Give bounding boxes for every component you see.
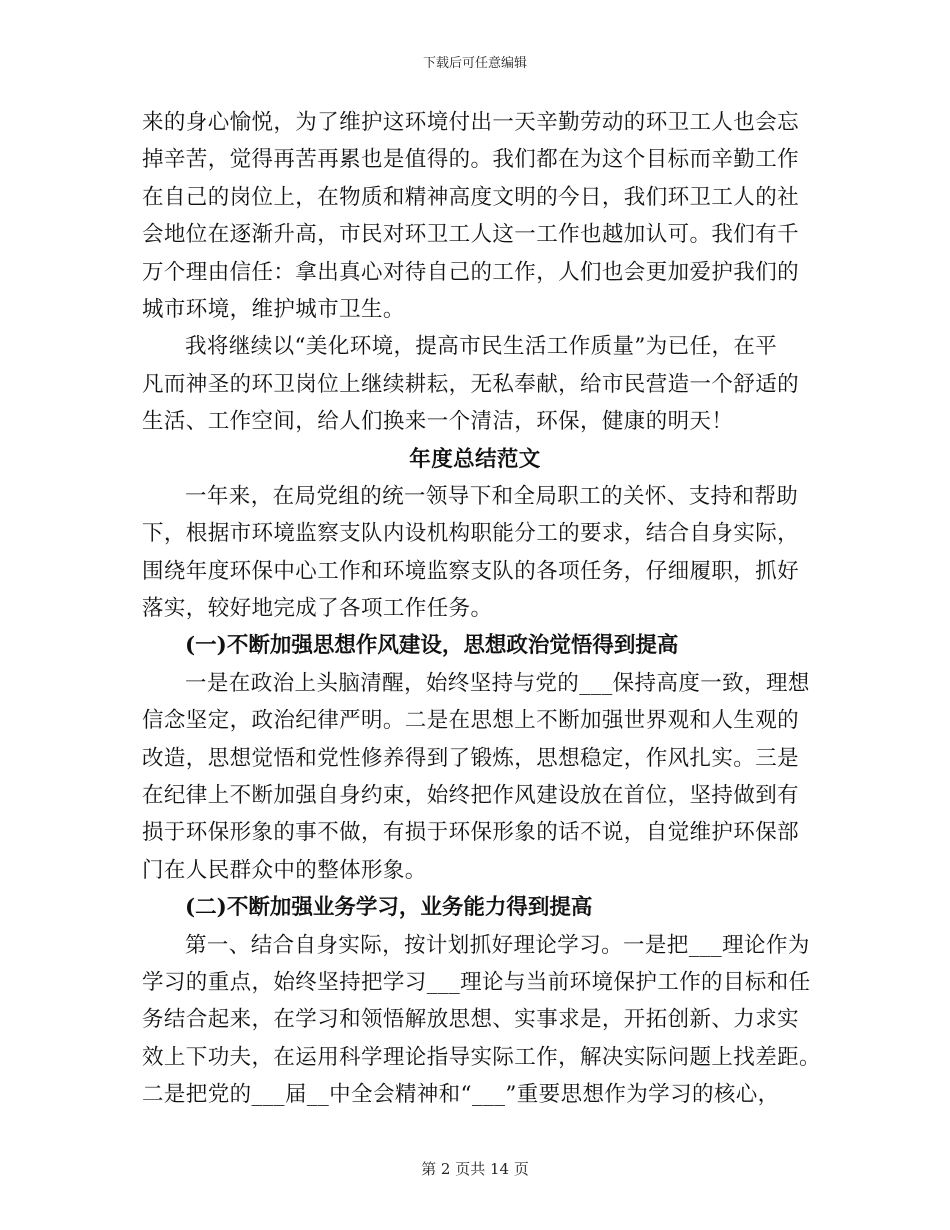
- body-line: 会地位在逐渐升高，市民对环卫工人这一工作也越加认可。我们有千: [142, 222, 800, 248]
- body-line: 万个理由信任：拿出真心对待自己的工作，人们也会更加爱护我们的: [142, 259, 800, 285]
- body-line: 在自己的岗位上，在物质和精神高度文明的今日，我们环卫工人的社: [142, 184, 800, 210]
- body-line: 门在人民群众中的整体形象。: [142, 857, 427, 883]
- body-line: 二是把党的___届__中全会精神和“___”重要思想作为学习的核心，: [142, 1082, 780, 1108]
- document-body: [142, 104, 821, 1114]
- body-line: 改造，思想觉悟和党性修养得到了锻炼，思想稳定，作风扎实。三是: [142, 745, 800, 771]
- body-line: 来的身心愉悦，为了维护这环境付出一天辛勤劳动的环卫工人也会忘: [142, 110, 800, 135]
- paragraph-start-line: 第一、结合自身实际，按计划抓好理论学习。一是把___理论作为: [185, 932, 810, 958]
- body-line: 城市环境，维护城市卫生。: [142, 296, 405, 322]
- body-line: 掉辛苦，觉得再苦再累也是值得的。我们都在为这个目标而辛勤工作: [142, 147, 800, 173]
- body-line: 下，根据市环境监察支队内设机构职能分工的要求，结合自身实际，: [142, 521, 800, 547]
- page-footer: 第 2 页共 14 页: [421, 1160, 529, 1178]
- body-line: 落实，较好地完成了各项工作任务。: [142, 596, 493, 622]
- body-line: 在纪律上不断加强自身约束，始终把作风建设放在首位，坚持做到有: [142, 783, 800, 809]
- page-header: 下载后可任意编辑: [422, 56, 527, 71]
- body-line: 损于环保形象的事不做，有损于环保形象的话不说，自觉维护环保部: [142, 820, 800, 846]
- subsection-heading: (一)不断加强思想作风建设，思想政治觉悟得到提高: [185, 633, 679, 659]
- body-line: 围绕年度环保中心工作和环境监察支队的各项任务，仔细履职，抓好: [142, 558, 800, 584]
- paragraph-start-line: 我将继续以“美化环境，提高市民生活工作质量”为已任，在平: [185, 334, 778, 360]
- body-line: 效上下功夫，在运用科学理论指导实际工作，解决实际问题上找差距。: [142, 1044, 821, 1070]
- subsection-heading: (二)不断加强业务学习，业务能力得到提高: [185, 895, 593, 921]
- body-line: 学习的重点，始终坚持把学习___理论与当前环境保护工作的目标和任: [142, 969, 811, 995]
- body-line: 凡而神圣的环卫岗位上继续耕耘，无私奉献，给市民营造一个舒适的: [142, 371, 800, 397]
- body-line: 信念坚定，政治纪律严明。二是在思想上不断加强世界观和人生观的: [142, 708, 800, 734]
- section-title: 年度总结范文: [409, 446, 541, 472]
- paragraph-start-line: 一是在政治上头脑清醒，始终坚持与党的___保持高度一致，理想: [185, 670, 810, 696]
- body-line: 生活、工作空间，给人们换来一个清洁，环保，健康的明天！: [142, 409, 734, 435]
- body-line: 务结合起来，在学习和领悟解放思想、实事求是，开拓创新、力求实: [142, 1007, 800, 1033]
- paragraph-start-line: 一年来，在局党组的统一领导下和全局职工的关怀、支持和帮助: [185, 483, 799, 509]
